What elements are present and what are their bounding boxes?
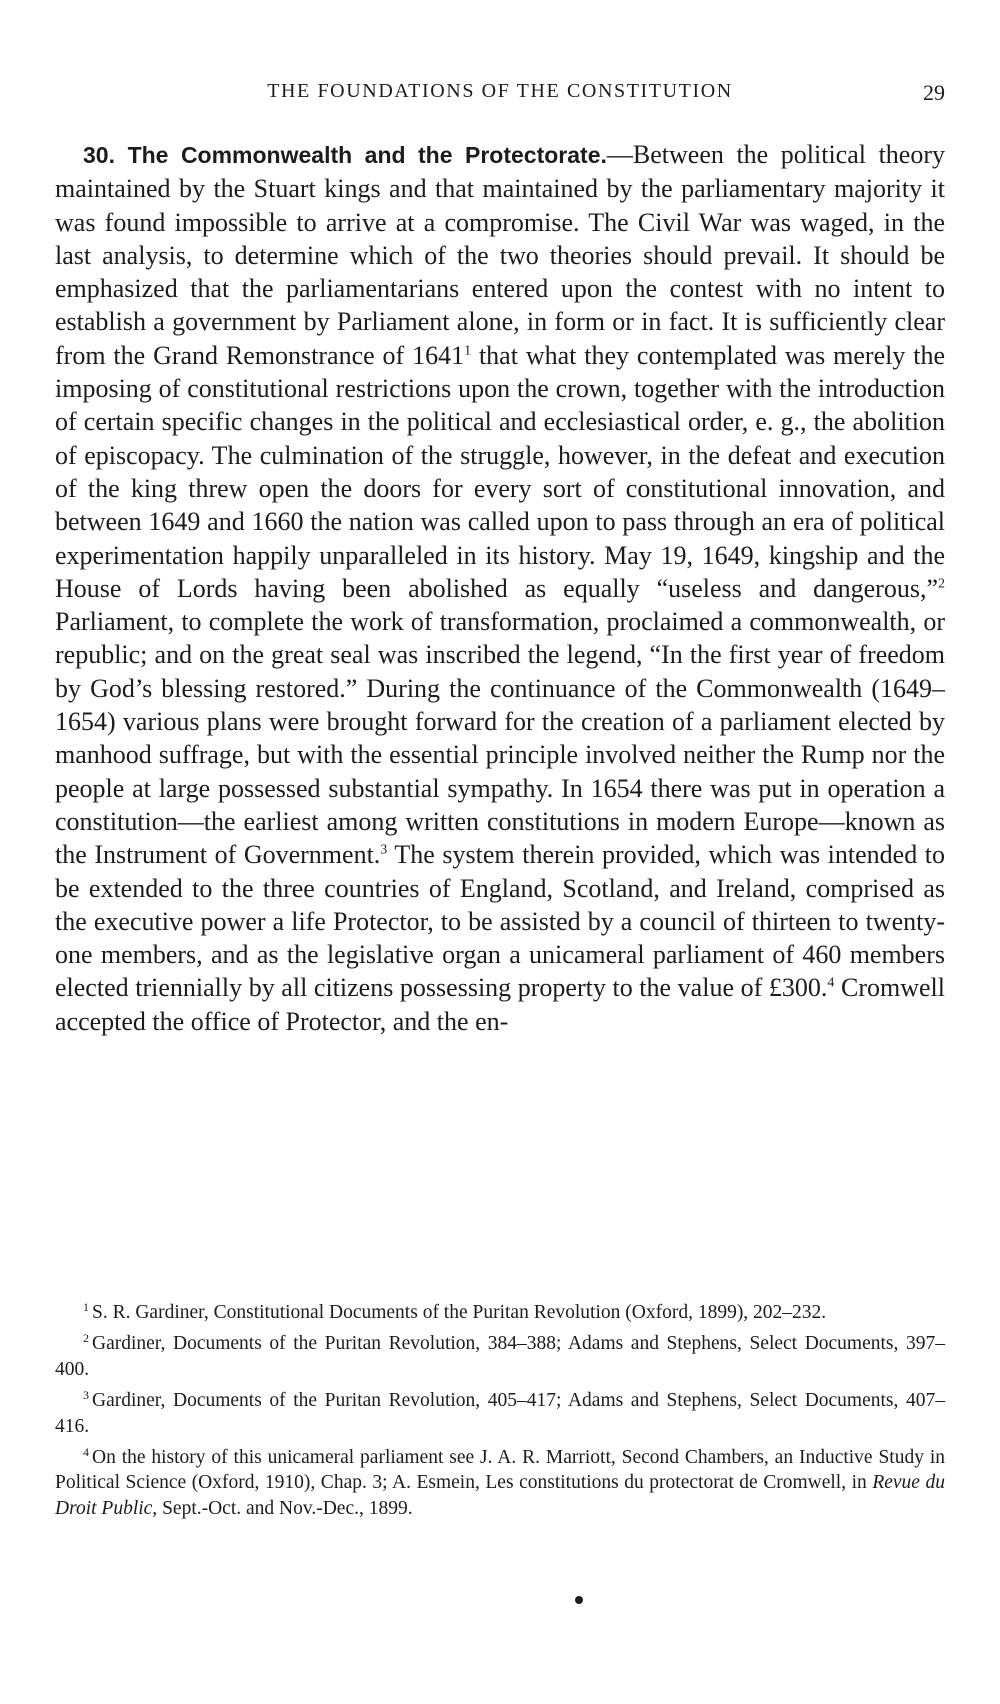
paragraph-text-part-5: Cromwell accepted the office of Protector, and the en- <box>55 973 945 1036</box>
footnote-text: Gardiner, Documents of the Puritan Revolution, 405–417; Adams and Stephens, Select Documents, 407–416. <box>55 1390 945 1437</box>
footnote-reference-2: 2 <box>938 576 945 592</box>
footnote-1 <box>55 1300 945 1325</box>
footnote-text-before-italic: On the history of this unicameral parliament see J. A. R. Marriott, Second Chambers, an Inductive Study in Political Science (Oxford, 1910), Chap. 3; A. Esmein, Les constitutions du protectorat de Cromwell, in <box>55 1447 945 1494</box>
paragraph-text-part-2: that what they contemplated was merely the imposing of constitutional restrictions upon the crown, together with the introduction of certain specific changes in the political and ecclesiastical order, e. g., the abolition of episcopacy. The culmination of the struggle, however, in the defeat and execution of the king threw open the doors for every sort of constitutional innovation, and between 1649 and 1660 the nation was called upon to pass through an era of political experimentation happily unparalleled in its history. May 19, 1649, kingship and the House of Lords having been abolished as equally “useless and dangerous,” <box>55 340 945 603</box>
footnote-text: Gardiner, Documents of the Puritan Revolution, 384–388; Adams and Stephens, Select Documents, 397–400. <box>55 1333 945 1380</box>
section-title: The Commonwealth and the Protectorate. <box>127 142 607 168</box>
section-paragraph <box>55 138 945 1038</box>
page-bottom-dot <box>575 1596 583 1604</box>
footnote-marker: 1 <box>83 1299 89 1314</box>
paragraph-text-part-4: The system therein provided, which was intended to be extended to the three countries of England, Scotland, and Ireland, comprised as the executive power a life Protector, to be assisted by a council of thirteen to twenty-one members, and as the legislative organ a unicameral parliament of 460 members elected triennially by all citizens possessing property to the value of £300. <box>55 840 945 1003</box>
footnote-reference-3: 3 <box>380 842 388 858</box>
footnote-text-after-italic: Sept.-Oct. and Nov.-Dec., 1899. <box>157 1497 413 1519</box>
paragraph-text-part-1: —Between the political theory maintained by the Stuart kings and that maintained by the parliamentary majority it was found impossible to arrive at a compromise. The Civil War was waged, in the last analysis, to determine which of the two theories should prevail. It should be emphasized that the parliamentarians entered upon the contest with no intent to establish a government by Parliament alone, in form or in fact. It is sufficiently clear from the Grand Remonstrance of 1641 <box>55 140 945 370</box>
running-title: THE FOUNDATIONS OF THE CONSTITUTION <box>267 80 733 102</box>
page-number: 29 <box>923 80 945 105</box>
footnote-2 <box>55 1331 945 1382</box>
paragraph-text-part-3: Parliament, to complete the work of transformation, proclaimed a commonwealth, or republic; and on the great seal was inscribed the legend, “In the first year of freedom by God’s blessing restored.” During the continuance of the Commonwealth (1649–1654) various plans were brought forward for the creation of a parliament elected by manhood suffrage, but with the essential principle involved neither the Rump nor the people at large possessed substantial sympathy. In 1654 there was put in operation a constitution—the earliest among written constitutions in modern Europe—known as the Instrument of Government. <box>55 607 945 870</box>
footnotes <box>55 1300 945 1527</box>
footnote-4 <box>55 1445 945 1521</box>
footnote-reference-4: 4 <box>827 975 835 991</box>
footnote-marker: 3 <box>83 1387 89 1402</box>
footnote-text: S. R. Gardiner, Constitutional Documents of the Puritan Revolution (Oxford, 1899), 202–232. <box>92 1302 827 1323</box>
section-number: 30. <box>83 142 115 168</box>
footnote-3 <box>55 1388 945 1439</box>
running-head <box>55 80 945 110</box>
footnote-marker: 2 <box>83 1330 89 1345</box>
section-body <box>55 138 945 1038</box>
footnote-reference-1: 1 <box>464 343 472 359</box>
journal-title: Revue du Droit Public, <box>55 1472 945 1519</box>
footnote-marker: 4 <box>83 1444 89 1459</box>
